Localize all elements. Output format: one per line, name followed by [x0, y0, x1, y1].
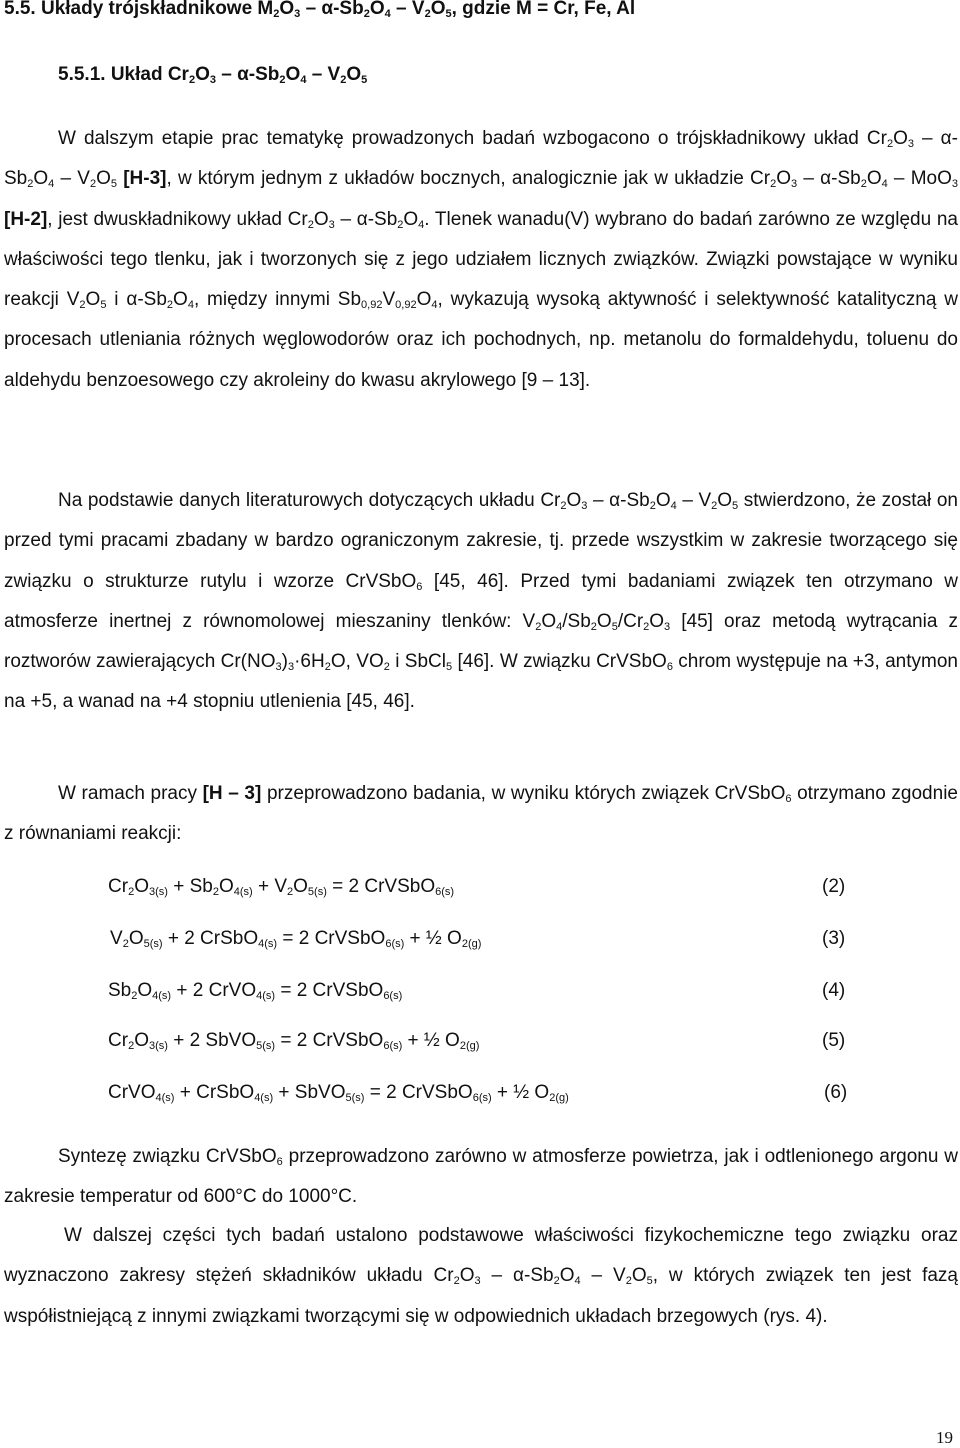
equation-6: CrVO$_{4(s)}$ + CrSbO$_{4(s)}$ + SbVO$_{5(s)}$ = 2 CrVSbO$_{6(s)}$ + ½ $O_{2(g)}$ — [108, 1082, 569, 1104]
equation-2: $Cr_2O_{3(s)} + Sb_2O_{4(s)} + V_2O_{5(s)} = 2$ CrVSbO$_{6(s)}$ — [108, 876, 455, 898]
paragraph-3: W ramach pracy [H – 3] przeprowadzono badania, w wyniku których związek CrVSbO$_6$ otrzymano zgodnie z równaniami reakcji: — [4, 783, 958, 845]
section-title: 5.5. Układy trójskładnikowe $M_2O_3 - \alpha-Sb_2O_4 - V_2O_5$, gdzie M = Cr, Fe, Al — [4, 0, 636, 20]
equation-5: $Cr_2O_{3(s)} + 2$ SbVO$_{5(s)}$ = 2 CrVSbO$_{6(s)}$ + ½ $O_{2(g)}$ — [108, 1030, 480, 1052]
equation-3: $V_2O_{5(s)} + 2$ CrSbO$_{4(s)}$ = 2 CrVSbO$_{6(s)}$ + ½ $O_{2(g)}$ — [110, 928, 482, 950]
equation-4: $Sb_2O_{4(s)} + 2$ CrVO$_{4(s)}$ = 2 CrVSbO$_{6(s)}$ — [108, 980, 403, 1002]
equation-number: (2) — [822, 876, 846, 897]
subsection-title: 5.5.1. Układ $Cr_2O_3 - \alpha-Sb_2O_4 - V_2O_5$ — [58, 64, 368, 86]
paragraph-4: Syntezę związku CrVSbO$_6$ przeprowadzono zarówno w atmosferze powietrza, jak i odtlenionego argonu w zakresie temperatur od 600°C do 1000°C. — [4, 1146, 958, 1208]
equation-number: (6) — [824, 1082, 848, 1103]
paragraph-5: W dalszej części tych badań ustalono podstawowe właściwości fizykochemiczne tego związku oraz wyznaczono zakresy stężeń składników układu $Cr_2O_3 - \alpha-Sb_2O_4 - V_2O_5$, w których związek ten jest fazą współistniejącą z innymi związkami tworzącymi się w odpowiednich układach brzegowych (rys. 4). — [4, 1225, 958, 1327]
page-number: 19 — [936, 1428, 953, 1447]
equation-number: (5) — [822, 1030, 846, 1051]
equation-number: (3) — [822, 928, 846, 949]
paragraph-1: W dalszym etapie prac tematykę prowadzonych badań wzbogacono o trójskładnikowy układ $Cr_2O_3 - \alpha-Sb_2O_4 - V_2O_5$ [H-3], w którym jednym z układów bocznych, analogicznie jak w układzie $Cr_2O_3 - \alpha-Sb_2O_4 - MoO_3$ [H-2], jest dwuskładnikowy układ $Cr_2O_3 - \alpha-Sb_2O_4$. Tlenek wanadu(V) wybrano do badań zarówno ze względu na właściwości tego tlenku, jak i tworzonych się z jego udziałem licznych związków. Związki powstające w wyniku reakcji $V_2O_5$ i $\alpha-Sb_2O_4$, między innymi $Sb_{0,92}V_{0,92}O_4$, wykazują wysoką aktywność i selektywność katalityczną w procesach utleniania różnych węglowodorów oraz ich pochodnych, np. metanolu do formaldehydu, toluenu do aldehydu benzoesowego czy akroleiny do kwasu akrylowego [9 – 13]. — [4, 128, 958, 391]
paragraph-2: Na podstawie danych literaturowych dotyczących układu $Cr_2O_3 - \alpha-Sb_2O_4 - V_2O_5$ stwierdzono, że został on przed tymi pracami zbadany w bardzo ograniczonym zakresie, tj. przede wszystkim w zakresie tworzącego się związku o strukturze rutylu i wzorze CrVSbO$_6$ [45, 46]. Przed tymi badaniami związek ten otrzymano w atmosferze inertnej z równomolowej mieszaniny tlenków: $V_2O_4/Sb_2O_5/Cr_2O_3$ [45] oraz metodą wytrącania z roztworów zawierających $Cr(NO_3)_3\cdot 6H_2O$, $VO_2$ i SbCl$_5$ [46]. W związku CrVSbO$_6$ chrom występuje na +3, antymon na +5, a wanad na +4 stopniu utlenienia [45, 46]. — [4, 490, 958, 713]
equation-number: (4) — [822, 980, 846, 1001]
